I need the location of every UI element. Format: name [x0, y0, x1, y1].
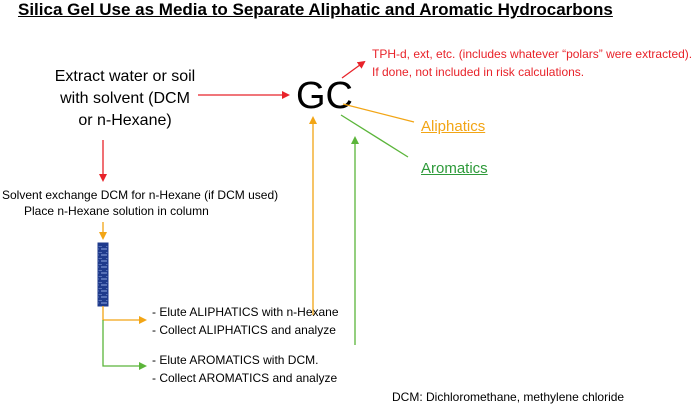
line-gc-to-aliphatics [343, 104, 414, 122]
arrow-column-to-elute-aromatics [103, 320, 145, 366]
arrow-column-to-elute-aliphatics [103, 306, 145, 320]
elute-aliphatics-line-1: - Elute ALIPHATICS with n-Hexane [152, 305, 339, 319]
aromatics-output-label: Aromatics [421, 160, 488, 177]
solvent-line-2: Place n-Hexane solution in column [24, 204, 209, 218]
line-gc-to-aromatics [341, 115, 408, 157]
elute-aromatics-line-2: - Collect AROMATICS and analyze [152, 371, 338, 385]
silica-gel-column [98, 243, 108, 306]
extract-line-3: or n-Hexane) [78, 112, 172, 129]
diagram-title: Silica Gel Use as Media to Separate Aliphatic and Aromatic Hydrocarbons [18, 0, 613, 19]
extract-line-2: with solvent (DCM [60, 90, 190, 107]
elute-aliphatics-line-2: - Collect ALIPHATICS and analyze [152, 323, 336, 337]
solvent-line-1: Solvent exchange DCM for n-Hexane (if DCM used) [2, 188, 279, 202]
aliphatics-output-label: Aliphatics [421, 118, 486, 135]
elute-aromatics-line-1: - Elute AROMATICS with DCM. [152, 353, 319, 367]
tph-note-line-1: TPH-d, ext, etc. (includes whatever “polars” were extracted). [372, 47, 693, 61]
extract-line-1: Extract water or soil [54, 68, 196, 85]
arrow-gc-to-tph [342, 62, 364, 78]
gc-label: GC [296, 75, 353, 117]
dcm-footnote: DCM: Dichloromethane, methylene chloride [392, 390, 625, 404]
tph-note-line-2: If done, not included in risk calculations. [372, 65, 585, 79]
